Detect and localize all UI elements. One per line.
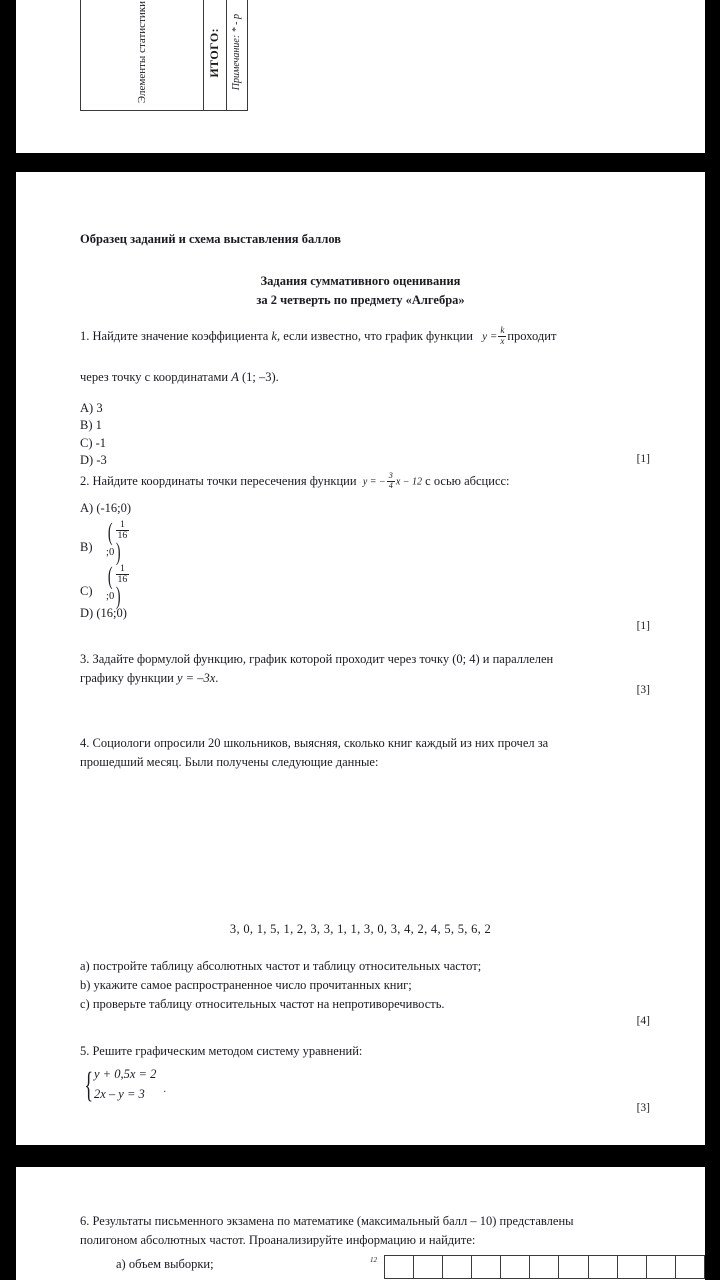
table-cell-note (227, 0, 248, 111)
chart-grid-row (385, 1256, 705, 1279)
chart-grid-cell (414, 1256, 443, 1279)
page-13 (16, 172, 705, 1145)
coordinate-pair (106, 517, 131, 566)
option-a[interactable]: A) 3 (80, 401, 103, 415)
fraction-numerator: k (500, 325, 505, 336)
equation-system (80, 1065, 156, 1104)
chart-grid-cell (646, 1256, 675, 1279)
page-fragment-bottom (16, 1167, 705, 1280)
question-3-line-2 (80, 669, 640, 688)
question-6-line-2: полигоном абсолютных частот. Проанализируйте информацию и найдите: (80, 1233, 476, 1248)
question-1-text: 1. Найдите значение коэффициента (80, 329, 269, 343)
chart-grid-cell (675, 1256, 704, 1279)
right-paren-icon: ) (116, 580, 121, 610)
question-5 (80, 1042, 640, 1104)
question-3 (80, 650, 640, 689)
chart-y-tick-label: 12 (370, 1256, 377, 1264)
question-6 (80, 1212, 640, 1251)
equation-1: y + 0,5x = 2 (94, 1067, 157, 1082)
coordinate-pair (106, 561, 131, 610)
brace-icon: { (84, 1064, 94, 1105)
cell-text: Элементы статистики (135, 1, 148, 104)
marks-question-4: [4] (636, 1015, 650, 1027)
option-b-label: B) (80, 540, 93, 555)
question-3-formula: y = –3x (176, 671, 216, 686)
question-2-formula (363, 473, 422, 491)
statistics-table (80, 0, 248, 111)
table-row (81, 0, 248, 111)
left-paren-icon: ( (107, 561, 113, 591)
marks-question-5: [3] (636, 1102, 650, 1114)
question-4-sub-b: b) укажите самое распространенное число прочитанных книг; (80, 977, 412, 992)
fraction-denominator: 16 (117, 530, 128, 542)
question-2-text-after: с осью абсцисс: (425, 474, 510, 488)
question-4-line-2: прошедший месяц. Были получены следующие данные: (80, 755, 379, 770)
question-1-text-mid: , если известно, что график функции (276, 329, 473, 343)
chart-grid-cell (559, 1256, 588, 1279)
question-4-line-1: 4. Социологи опросили 20 школьников, выясняя, сколько книг каждый из них прочел за (80, 736, 549, 750)
option-c-label: C) (80, 584, 93, 599)
question-1-options (80, 400, 107, 469)
question-1-coords: (1; –3). (241, 370, 279, 384)
question-2-text: 2. Найдите координаты точки пересечения функции (80, 474, 357, 488)
fraction-denominator: x (500, 335, 505, 346)
point-label: A (231, 370, 239, 384)
question-3-period: . (215, 671, 219, 686)
cell-text: ИТОГО: (207, 27, 222, 78)
option-b[interactable] (80, 517, 131, 566)
question-1-text-after: проходит (507, 329, 557, 343)
option-c[interactable] (80, 561, 131, 610)
question-1-variable: k (271, 329, 277, 343)
document-heading: Образец заданий и схема выставления баллов (80, 232, 342, 246)
right-paren-icon: ) (116, 536, 121, 566)
equation-2 (94, 1085, 156, 1104)
title-line-2: за 2 четверть по предмету «Алгебра» (256, 292, 465, 307)
question-1-line2-text: через точку с координатами (80, 370, 229, 384)
chart-grid-cell (385, 1256, 414, 1279)
question-5-text: 5. Решите графическим методом систему уравнений: (80, 1044, 363, 1058)
option-c[interactable]: C) -1 (80, 435, 107, 450)
formula-tail: x − 12 (395, 476, 423, 488)
table-cell-section-title (81, 0, 204, 111)
question-3-line-1: 3. Задайте формулой функцию, график которой проходит через точку (0; 4) и параллелен (80, 652, 554, 666)
title-line-1: Задания суммативного оценивания (260, 274, 461, 288)
fraction-numerator: 1 (119, 563, 125, 575)
fraction (498, 326, 506, 346)
option-b[interactable]: B) 1 (80, 418, 102, 433)
question-5-system (80, 1065, 640, 1104)
fraction-numerator: 3 (388, 471, 393, 481)
question-1-line-2 (80, 368, 640, 387)
left-paren-icon: ( (107, 517, 113, 547)
frequency-polygon-chart (370, 1255, 705, 1279)
trailing-punctuation: . (163, 1083, 166, 1095)
question-3-text: графику функции (80, 671, 174, 686)
fraction-denominator: 16 (117, 574, 128, 586)
chart-grid-cell (501, 1256, 530, 1279)
question-4 (80, 734, 640, 773)
formula-lhs: y = (482, 330, 498, 343)
marks-question-2: [1] (636, 620, 650, 632)
marks-question-3: [3] (636, 684, 650, 696)
question-2 (80, 472, 640, 491)
marks-question-1: [1] (636, 453, 650, 465)
question-4-data: 3, 0, 1, 5, 1, 2, 3, 3, 1, 1, 3, 0, 3, 4, 2, 4, 5, 5, 6, 2 (229, 922, 492, 936)
chart-grid-cell (443, 1256, 472, 1279)
question-1 (80, 327, 640, 347)
option-d[interactable]: D) (16;0) (80, 606, 127, 621)
question-6-sub-a: a) объем выборки; (116, 1257, 214, 1271)
fraction (387, 472, 395, 490)
chart-grid (384, 1255, 705, 1279)
formula-lhs: y = − (362, 476, 386, 488)
question-6-line-1: 6. Результаты письменного экзамена по математике (максимальный балл – 10) представлены (80, 1214, 574, 1228)
pair-second-value: ;0 (106, 590, 115, 602)
table-cell-total (204, 0, 227, 111)
question-4-sub-c: c) проверьте таблицу относительных частот на непротиворечивость. (80, 996, 445, 1011)
equation-2-text: 2x – y = 3 (94, 1086, 145, 1101)
chart-grid-cell (588, 1256, 617, 1279)
question-4-sub-a: a) постройте таблицу абсолютных частот и таблицу относительных частот; (80, 959, 482, 973)
rotated-table-fragment (80, 0, 248, 111)
question-2-options (80, 500, 131, 623)
question-4-subitems (80, 957, 481, 1013)
fraction-numerator: 1 (119, 519, 125, 531)
page-fragment-top (16, 0, 705, 153)
pair-second-value: ;0 (106, 546, 115, 558)
page-title (16, 272, 705, 310)
question-1-formula (482, 327, 507, 347)
fraction-denominator: 4 (388, 480, 393, 490)
option-d[interactable]: D) -3 (80, 452, 107, 467)
chart-grid-cell (472, 1256, 501, 1279)
cell-text: Примечание: * - р (231, 14, 243, 91)
chart-grid-cell (530, 1256, 559, 1279)
chart-grid-cell (617, 1256, 646, 1279)
option-a[interactable]: A) (-16;0) (80, 501, 132, 515)
